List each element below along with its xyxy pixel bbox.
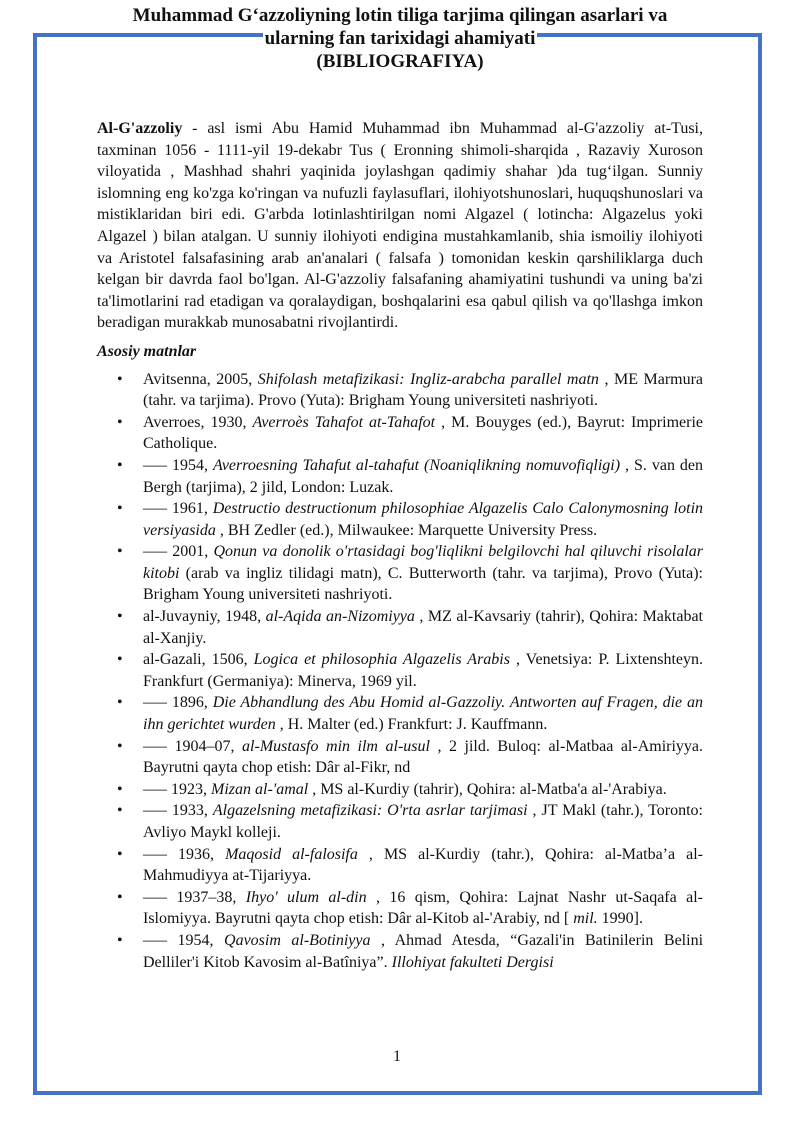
reference-text: , Venetsiya: P. Lixtenshteyn. Frankfurt (Germaniya): Minerva, 1969 yil.: [143, 651, 704, 690]
intro-text: - asl ismi Abu Hamid Muhammad ibn Muhammad al-G'azzoliy at-Tusi, taxminan 1056 - 1111-yil 19-dekabr Tus ( Eronning shimoli-sharqida , Razaviy Xuroson viloyatida , Mashhad shahri yaqinida joylashgan qadimiy shahar )da tug‘ilgan. Sunniy islomning eng ko'zga ko'ringan va nufuzli faylasuflari, ilohiyotshunoslari, huquqshunoslari va mistiklaridan biri edi. G'arbda lotinlashtirilgan nomi Algazel ( lotincha: Algazelus yoki Algazel ) bilan atalgan. U sunniy ilohiyoti endigina mustahkamlanib, shia ismoiliy ilohiyoti va Aristotel falsafasining arab an'analari ( falsafa ) tomonidan keskin qarshiliklarga duch kelgan bir davrda faol bo'lgan. Al-G'azzoliy falsafaning ahamiyatini tushundi va uning ba'zi ta'limotlarini rad etadigan va qoralaydigan, boshqalarini esa qabul qilish va qo'llashga imkon beradigan murakkab munosabatni rivojlantirdi.: [97, 120, 703, 332]
reference-text: , JT Makl (tahr.), Toronto: Avliyo Maykl kolleji.: [143, 802, 704, 841]
bullet-icon: •: [117, 780, 123, 798]
reference-title: Qonun va donolik o'rtasidagi bog'liqlikni belgilovchi hal qiluvchi risolalar kitobi: [143, 543, 704, 582]
reference-title: Maqosid al-falosifa: [225, 845, 358, 863]
reference-list: [97, 369, 703, 974]
reference-text: ––– 1961,: [143, 500, 213, 518]
reference-text: ––– 1923,: [143, 780, 211, 798]
reference-text: , H. Malter (ed.) Frankfurt: J. Kauffmann.: [275, 716, 548, 734]
reference-item: [97, 779, 703, 801]
document-body: [97, 118, 703, 973]
reference-title: al-Aqida an-Nizomiyya: [265, 608, 415, 626]
reference-text: , S. van den Bergh (tarjima), 2 jild, London: Luzak.: [143, 456, 704, 496]
reference-item: [97, 369, 703, 412]
reference-title: Algazelsning metafizikasi: O'rta asrlar tarjimasi: [212, 802, 528, 820]
reference-text: , BH Zedler (ed.), Milwaukee: Marquette University Press.: [215, 521, 598, 539]
reference-text: , MS al-Kurdiy (tahr.), Qohira: al-Matba’a al-Mahmudiyya at-Tijariyya.: [143, 845, 703, 885]
reference-item: [97, 800, 703, 843]
reference-item: [97, 930, 703, 973]
reference-item: [97, 844, 703, 887]
reference-item: [97, 692, 703, 735]
reference-text: , M. Bouyges (ed.), Bayrut: Imprimerie Catholique.: [143, 413, 704, 453]
reference-title: Logica et philosophia Algazelis Arabis: [253, 651, 510, 669]
reference-item: [97, 455, 703, 498]
reference-text: al-Juvayniy, 1948,: [143, 608, 266, 626]
reference-text: , Ahmad Atesda, “Gazali'in Batinilerin Belini Delliler'i Kitob Kavosim al-Batîniya”.: [143, 931, 704, 971]
reference-item: [97, 498, 703, 541]
reference-text: Averroes, 1930,: [143, 413, 253, 431]
reference-item: [97, 649, 703, 692]
bullet-icon: •: [117, 500, 123, 518]
document-title: [90, 4, 710, 73]
reference-text: , MZ al-Kavsariy (tahrir), Qohira: Maktabat al-Xanjiy.: [143, 608, 703, 647]
bullet-icon: •: [117, 802, 123, 820]
reference-text: ––– 1896,: [143, 694, 213, 712]
bullet-icon: •: [117, 888, 123, 906]
reference-text: (arab va ingliz tilidagi matn), C. Butterworth (tahr. va tarjima), Provo (Yuta): Brigham Young universiteti nashriyoti.: [143, 564, 703, 604]
reference-title: Averroesning Tahafut al-tahafut (Noaniqlikning nomuvofiqligi): [212, 456, 621, 474]
intro-name: Al-G'azzoliy: [97, 120, 183, 137]
reference-item: [97, 887, 703, 930]
reference-title: al-Mustasfo min ilm al-usul: [242, 737, 430, 755]
title-line-2: ularning fan tarixidagi ahamiyati: [264, 28, 536, 49]
page-number: 1: [393, 1048, 401, 1065]
reference-title: Qavosim al-Botiniyya: [224, 931, 371, 949]
reference-text: 1990].: [597, 910, 643, 928]
reference-item: [97, 606, 703, 649]
bullet-icon: •: [117, 737, 123, 755]
reference-text: , MS al-Kurdiy (tahrir), Qohira: al-Matba'a al-'Arabiya.: [308, 780, 667, 798]
reference-item: [97, 412, 703, 455]
section-title: Asosiy matnlar: [97, 342, 197, 360]
reference-title: Illohiyat fakulteti Dergisi: [391, 953, 554, 971]
bullet-icon: •: [117, 456, 123, 474]
bullet-icon: •: [117, 413, 123, 431]
bullet-icon: •: [117, 608, 123, 626]
title-line-1: Muhammad G‘azzoliyning lotin tiligа tarjima qilingan asarlari va: [132, 5, 668, 26]
reference-text: ––– 1937–38,: [143, 888, 246, 906]
reference-title: Destructio destructionum philosophiae Algazelis Calo Calonymosning lotin versiyasida: [143, 500, 704, 539]
reference-text: ––– 1954,: [143, 456, 213, 474]
reference-title: Mizan al-'amal: [211, 780, 309, 798]
reference-title: Die Abhandlung des Abu Homid al-Gazzoliy. Antworten auf Fragen, die an ihn gerichtet wurden: [143, 694, 704, 734]
reference-title: Averroès Tahafot at-Tahafot: [252, 413, 436, 431]
title-line-3: (BIBLIOGRAFIYA): [316, 51, 484, 72]
bullet-icon: •: [117, 651, 123, 669]
intro-paragraph: [97, 118, 703, 334]
reference-item: [97, 736, 703, 779]
reference-text: ––– 1933,: [143, 802, 213, 820]
reference-item: [97, 541, 703, 606]
reference-text: ––– 1954,: [143, 931, 225, 949]
reference-text: Avitsenna, 2005,: [143, 370, 258, 388]
reference-text: ––– 1904–07,: [143, 737, 243, 755]
reference-title: mil.: [573, 910, 598, 928]
reference-text: , ME Marmura (tahr. va tarjima). Provo (Yuta): Brigham Young universiteti nashriyoti.: [143, 370, 704, 410]
bullet-icon: •: [117, 543, 123, 561]
reference-text: , 2 jild. Buloq: al-Matbaa al-Amiriyya. Bayrutni qayta chop etish: Dâr al-Fikr, nd: [143, 737, 704, 777]
bullet-icon: •: [117, 845, 123, 863]
reference-text: ––– 1936,: [143, 845, 226, 863]
reference-title: Shifolash metafizikasi: Ingliz-arabcha parallel matn: [257, 370, 599, 388]
reference-text: al-Gazali, 1506,: [143, 651, 254, 669]
reference-text: , 16 qism, Qohira: Lajnat Nashr ut-Saqafa al-Islomiyya. Bayrutni qayta chop etish: Dâr al-Kitob al-'Arabiy, nd [: [143, 888, 704, 928]
reference-title: Ihyo' ulum al-din: [245, 888, 367, 906]
bullet-icon: •: [117, 931, 123, 949]
bullet-icon: •: [117, 370, 123, 388]
bullet-icon: •: [117, 694, 123, 712]
reference-text: ––– 2001,: [143, 543, 214, 561]
